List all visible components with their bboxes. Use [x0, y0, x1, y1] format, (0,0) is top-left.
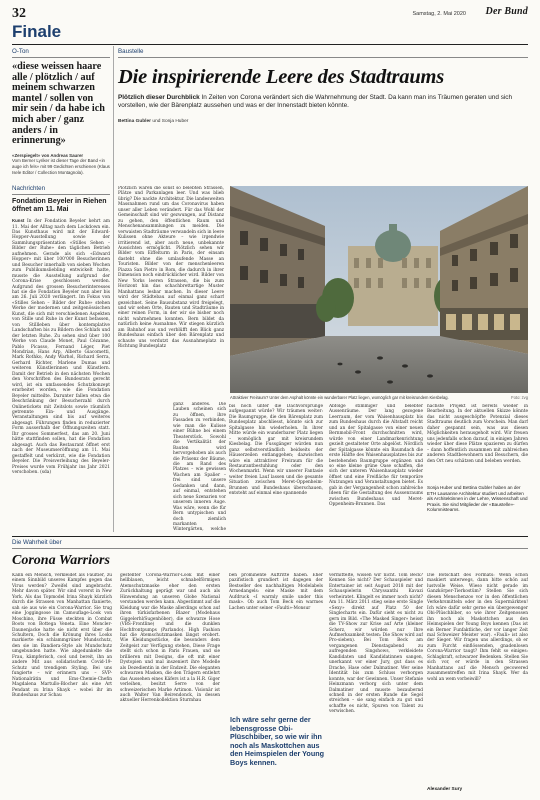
bottom-column-5: Die Botschaft des Formats: Wenn schon maskiert unterwegs, dann bitte schön auf lustvolle Weise. Wieso nicht gerade im Ganzkörper-Tierkostüm? Stellen Sie sich diesen Menschenzoo vor in den öffentlichen Verkehrsmitteln oder in den Supermärkten! Ich wäre dafür sehr gerne ein übergewenger Obi-Plüschbiber, so wie ihrer Zeitgenossen ihn noch als Maskottchen aus den Heimspielen der Young Boys kennen (Das ist ein Berner Funfaktliche, der vor langer Zeit mal Schweizer Meister war). «Fauli» ist also der Sieger. Wir fragen uns allerdings, ob er zum Furcht einflössenden, gnadenlosen Corona-Warrior taugt? Ihm fehlt so einiges: Schlagkraft, schwarzer Bedenken. Stellen Sie sich vor, er würde in den Strassen Manhattans auf die Mensch gecowered zusammentreffen mit Irina Shayk. Wer da wohl an wem vorbeiwill?: [427, 573, 528, 682]
main-article-header: [118, 46, 528, 124]
photo-caption: [230, 395, 528, 400]
bottom-kicker-rule: [12, 548, 528, 549]
square-photo-image: [230, 186, 528, 393]
bottom-column-2: gestellter Corona-Warrior-Look mit einer hellblauen, leicht schnabelförmigen Atemschutzmaske eher den ersten Zurückhaltung geprägt war und auch als Hinwendung an unseren Globe National verstanden werden kann. Abgestimmt auf die Kleidung war die Maske allerdings schon auf ihren türkisfarbenen Blazer (Modehaus Giggelerhl/Sugenhöber), die schwarze Hose (VBS-Frontline) und die dunklen Hochfrontpumps (Parlando). High Fashion hat die Atemschutzmasken längst erobert. Wie Kleidungsstücke, die besonders dem Zeitgeist zur Verfügung stehen, Diese Frage stellt sich schon in Paris Frauen, und sie brillieren mit Designs, die oft mit einer Dystopien und mal inszeniert ihre Modelle als Dezedientin in der Endzeit. Die eleganten schwarzen Masken, die den Trägern entlehrt das Aussehen eines Käfers ist a la H.R. Giger verleihen, besitzt Serre von der schweizerischen Marke Artimon. Visionär ist auch Walter Van Beirendonck, in dessen aktueller Herrenkollektion Sturmhau: [120, 573, 220, 704]
photo-credit: Foto: zvg: [511, 395, 528, 400]
article-rule: [118, 57, 528, 58]
bottom-kicker: Die Wahrheit über: [12, 539, 62, 546]
lead-bold: Plötzlich dieser Durchblick: [118, 94, 200, 101]
article-title: Die inspirierende Leere des Stadtraums: [118, 66, 445, 88]
article-lead: [118, 94, 528, 110]
bottom-column-3: ben prominente Auftritte haben. Eher pazifistisch grundiert ist dagegen der Bestseller des nachhaltigen Modelabels Armedangels: eine Maske mit dem Aufdruck «I warmly smile under this mask». Ob auch Tom Beck ein warmes Lachen unter seiner «Faulti»-Monsur: [229, 573, 323, 611]
page-number: 32: [12, 6, 26, 21]
news-headline: Fondation Beyeler in Riehen öffnet am 11. Mai: [12, 198, 107, 214]
caption-text: Attraktiver Freiraum? Unter dem Asphalt könnte ein wunderbarer Platz liegen, womöglich gar mit kreisrundem Kiesbelag.: [230, 395, 449, 400]
sidebar-rule: [12, 57, 110, 58]
sidebar-kicker: O-Ton: [12, 48, 29, 55]
news-text: In der Fondation Beyeler kehrt am 11. Mai der Alltag nach dem Lockdown ein. Das Kunsthaus wird mit der Edward-Hopper-Ausstellung sowie der Sammlungspräsentation «Stilles Sehen – Bilder der Ruhe» den täglichen Betrieb aufnehmen. Gerade als sich «Edward Hopper» mit über 100'000 Besucherinnen und Besucher innerhalb von sieben Wochen zum Publikumsliebling entwickelt hatte, musste die Ausstellung aufgrund der Corona-Krise geschlossen werden. Aufgrund des grossen Besucherinteresses hat sie die Fondation Beyeler nun aber bis am 26. Juli 2020 verlängert. Im Fokus von «Stilles Sehen – Bilder der Ruhe» stehen Werke der modernen und zeitgenössischen Kunst, die sich mit verschiedenen Aspekten von Stille und Ruhe in der Kunst befassen, von Stillleben über kontemplative Landschaften bis zu Bildern des Schlafs und der letzten Ruhe. Zu sehen sind über 100 Werke von Claude Monet, Paul Cézanne, Pablo Picasso, Fernand Léger, Piet Mondrian, Hans Arp, Alberto Giacometti, Mark Rothko, Andy Warhol, Richard Serra, Gerhard Richter, Marlene Dumas und weiteren Künstlerinnen und Künstlern. Damit der Betrieb in den nächsten Wochen den Vorschriften des Bundesrats gerecht wird, ist ein umfassendes Schutzkonzept erarbeitet worden, wie die Fondation Beyeler mitteilte. Darunter fallen etwa die Beschränkung der Besucherzahl durch Onlinetickets mit Zeitslots sowie räumlich getrennte Ein- und Ausgänge. Veranstaltungen sind bis auf weiteres abgesagt. Führungen finden in reduzierter Form ausserhalb der Öffnungszeiten statt. Ihr grosses Sommerfest, das am 20. Juni hätte stattfinden sollen, hat die Fondation abgesagt. Auch das Restaurant öffnet erst nach der Museumseröffnung am 11. Mai gestaffelt und verkürzt, wie die Fondation Beyeler. Die Preisverleihung des Beyeler-Preises wurde vom Frühjahr ins Jahr 2021 verschoben. (sda): [12, 219, 110, 475]
news-lead-word: Kunst: [12, 218, 25, 224]
article-column-3: bis hoch unter die Dachvorsprünge aufgespannt würde? Wir träumen weiter: Die Baumgruppe, die den Bärenplatz zum Bundesplatz abschliesst, könnte sich zur Spitalgasse hin wiederholen. In ihrer Mitte würde ein wunderbarer Platz liegen – womöglich gar mit kreisrundem Kiesbelag. Die Fussgänger würden nun ganz selbstverständlich beidseits der Häuserzeilen entlanggehen; dazwischen wäre ein attraktiver Freiraum für die Restaurantbestuhlung oder den Wochenmarkt. Wenn wir unserer Fantasie weiter freien Lauf lassen und die gesamte Situation zwischen Meret-Oppenheim-Brunnen und Bundeshaus überschauen, entsteht auf einmal eine spannende: [229, 404, 323, 497]
newspaper-logo: Der Bund: [485, 6, 528, 17]
byline-coauthor: und Sonja Huber: [152, 119, 189, 124]
article-column-1: Plötzlich waren die sonst so belebten Strassen, Plätze und Parkanlagen leer. Und was blieb übrig? Die nackte Architektur. Die landesweiten Massnahmen rund um das Coronavirus haben unser aller Leben verändert. Für das Wohl der Gemeinschaft sind wir gezwungen, auf Distanz zu gehen, den öffentlichen Raum und Menschenansammlungen zu meiden. Die verwaisten Stadträume verwandeln sich in leere Kulissen ohne Akteure – wie irgendwie irritierend ist, aber auch neue, unbekannte Aussichten ermöglicht. Plötzlich sehen wir Bilder vom Eiffelturm in Paris, der einsam dasteht ohne die umlaufende Masse an Touristen. Bilder von der menschenleeren Piazza San Pietro in Rom, die dadurch in ihrer Dimension noch eindrücklicher wird. Bilder von New Yorks leeren Strassen, die bis zum Horizont hin das schachbrettartige Muster Manhattans lesbar machen. In dieser Leere wird der Städtebau auf einmal ganz scharf gezeichnet. Seine Bausubstanz wird freigelegt, und wir sehen Orte, Bauten und Stadträume in einer reinen Form, in der wir sie bisher noch nicht wahrnehmen konnten. Bern bildet da natürlich keine Ausnahme. Wir stiegen kürzlich am Bahnhof aus und verblüfft den Blick ganz Bundeshaus einfach über den Bärenplatz und schaute uns verdutzt das Ausnahmeplatz in Richtung Bundesplatz: [118, 186, 224, 350]
issue-date: Samstag, 2. Mai 2020: [412, 11, 466, 17]
bottom-title: Corona Warriors: [12, 553, 110, 568]
attribution-name: «Zerspiegelt» von Andreas Saurer: [12, 152, 84, 158]
pull-quote: Ich wäre sehr gerne der lebensgrosse Obi-Plüschbiber, so wie wir ihn noch als Maskottchen aus den Heimspielen der Young Boys kennen.: [230, 715, 324, 767]
sidebar-column: [12, 46, 110, 475]
lead-text: In Zeiten von Corona verändert sich die Wahrnehmung der Stadt. Da kann man ins Träumen geraten und sich vorstellen, wie der Bärenplatz aussehen und was er der Innenstadt bieten könnte.: [118, 94, 513, 109]
news-rule: [12, 194, 110, 195]
column-divider: [113, 46, 114, 532]
poem-quote: «diese weissen haare alle / plötzlich / auf meinem schwarzen mantel / sollen von mir sein / da habe ich mich aber / ganz anders / in erinnerung»: [12, 61, 105, 147]
article-column-2: ganz anderes. Die Lauben scheinen sich zu öffnen, ihre Fassaden zu verbinden, wie man die Kulisse einer Bühne bei einem Theaterstück. Sowohl die Vertikalität der Bauten wird hervorgehoben als auch die Präsenz der Bäume, die am Rand des Platzes – wie gewissen Wachen am Spalier – frei sind unsere Gedanken und dann, auf einmal, entstehen sich neue Szenarien vor unserem inneren Auge. Was wäre, wenn die für Bern untypischen und doch ziemlich markanten Wintergärten, welche: [173, 402, 226, 532]
article-column-5: nächste Projekt ist bereits wieder in Bearbeitung. In der aktuellen Skizze könnte das nicht ausgeschöpfte Potenzial dieses Stadtraums deutlich zum Vorschein. Man darf daher gespannt sein, was aus diesen Möglichkeiten herausgeholt wird. Wir freuen uns jedenfalls schon darauf, in einigen Jahren wieder über diese Plätze spazieren zu dürfen – dann hoffentlich zusammen mit zahlreichen anderen Stadtbewohnern und Besuchern, die den Ort neu schätzen und beleben werden.: [427, 404, 528, 464]
byline-author: Bettina Gubler: [118, 119, 152, 124]
quote-attribution: [12, 153, 110, 175]
news-kicker: Nachrichten: [12, 185, 46, 193]
middle-rule: [12, 536, 528, 537]
news-body: [12, 218, 110, 475]
author-bio: Sonja Huber und Bettina Gubler haben an der ETH Lausanne Architektur studiert und arbeiten als Architektinnen in der Lehre, Wissenschaft und Praxis. Sie sind Mitglieder der «Baustelle»-Kolumnisteams.: [427, 485, 528, 513]
author-signature: Alexander Sury: [427, 787, 463, 792]
section-title: Finale: [12, 22, 62, 41]
attribution-text: Vom Berner Lyriker ist dieser Tage der Band «in auge ich fels» mit 99 Gedichten erschienen (Klaus Isele Editor / Collection Montagnola).: [12, 158, 110, 175]
bottom-column-4: vermittelte, wissen wir nicht. Tom Beck? Kennen Sie nicht? Der Schauspieler und Entertainer ist seit August 2018 mit der Schauspielerin Chryssanthi Kavazi verheiratet. Klingelt es immer noch nicht? Am 11. März 2011 stieg seine erste Single «Sexy» direkt auf Platz 50 der Singlecharts ein. Dafür sieht es nicht zu gern im Bild. «The Masked Singer» heisst die TV-Show zur Krise auf Arte (kleiner Scherz, wir würden nur Ihre Aufmerksamkeit testen: Die Show wird auf Pro-sieben). Bei Tom Beck am vergangenen Dienstagabend zu aufregenden Singshows, verkleidete Kandidaten und Kandidatinnen sangen, unerkannt vor einer Jury, gut dass es Drache, Hase oder Dalmatiner. Wer seine Identität bis zum Schluss verborgen konnte, war der Gewinnen. Unser Stefanie Heinzmann verborg sich unter dem Dalmatiner und musste bezaubernd schnell in der ersten Runde die Segel streichen – sie sang einfach zu gut und schaffte es nicht, Spuren von Talent zu verwischen.: [329, 573, 423, 715]
bottom-column-1: Kann ein Mensch, verkleidet als Faultier, zu einem Sinnbild unseres Kampfes gegen das Virus werden? Zweifel sind angebracht. Mehr davon später. Wir sind vorerst in New York. Als das Topmodel Irina Shayk kürzlich durch die Strassen von Manhattan flanierte, sah sie aus wie ein Corona-Warrior. Sie trug eine Joggingsose im Camouflage-Look von Moschino, ihre Füsse steckten in Combat Boots von Bottega Veneta. Eine Moncler-Daunenjacke hatte sie nicht erst über die Schultern, Doch die Krönung ihres Looks markierte ein schlammgrüner Mundschutz, den sie im Bandiera-Style als Mundschutz umgebunden hatte. Wie abgedunkelte die Frau, kämpferisch, cool und bereit, ihn an andere Mit aus solidarischem Covid-19-Schutz und trendigem Styling. Bei uns fungierte – wir erinnern uns – SVP-Nationalrätin und Ems-Chemie-Chefin Magdalena Martullo-Blocher als eine Art Pendant zu Irina Shayk – wobei ihr im Bundeshaus zur Schau: [12, 573, 112, 698]
article-byline: [118, 119, 528, 124]
article-kicker: Baustelle: [118, 48, 144, 55]
article-photo: [230, 186, 528, 393]
article-column-4: Abfolge stimmiger und belebter Aussenräume. Der lang gezogene Leerraum, der vom Waisenhausplatz bis zum Bundeshaus durch die Altstadt reicht und an der Spitalgasse von einer neuen Bernmobil-Front durchschnitten wird, würde von einer Landmarkenrichtung gezielt gestalteter Orte abgelöst. Nördlich der Spitalgasse könnte ein Baumdach die erste Hälfte des Waisenhausplatzes bis zur bestehenden Baumgruppe ergänzen und so eine kleine grüne Oase schaffen, die sich der unteren Waisenhausplatz wieder öffnet und eine Freifläche für temporäre Nutzungen und Veranstaltungen bietet. Es gab in der Vergangenheit schon zahlreiche Ideen für die Gestaltung des Aussenraums zwischen Bundeshaus und Meret-Oppenheim-Brunnen. Das: [329, 404, 423, 508]
top-rule: [12, 44, 528, 45]
